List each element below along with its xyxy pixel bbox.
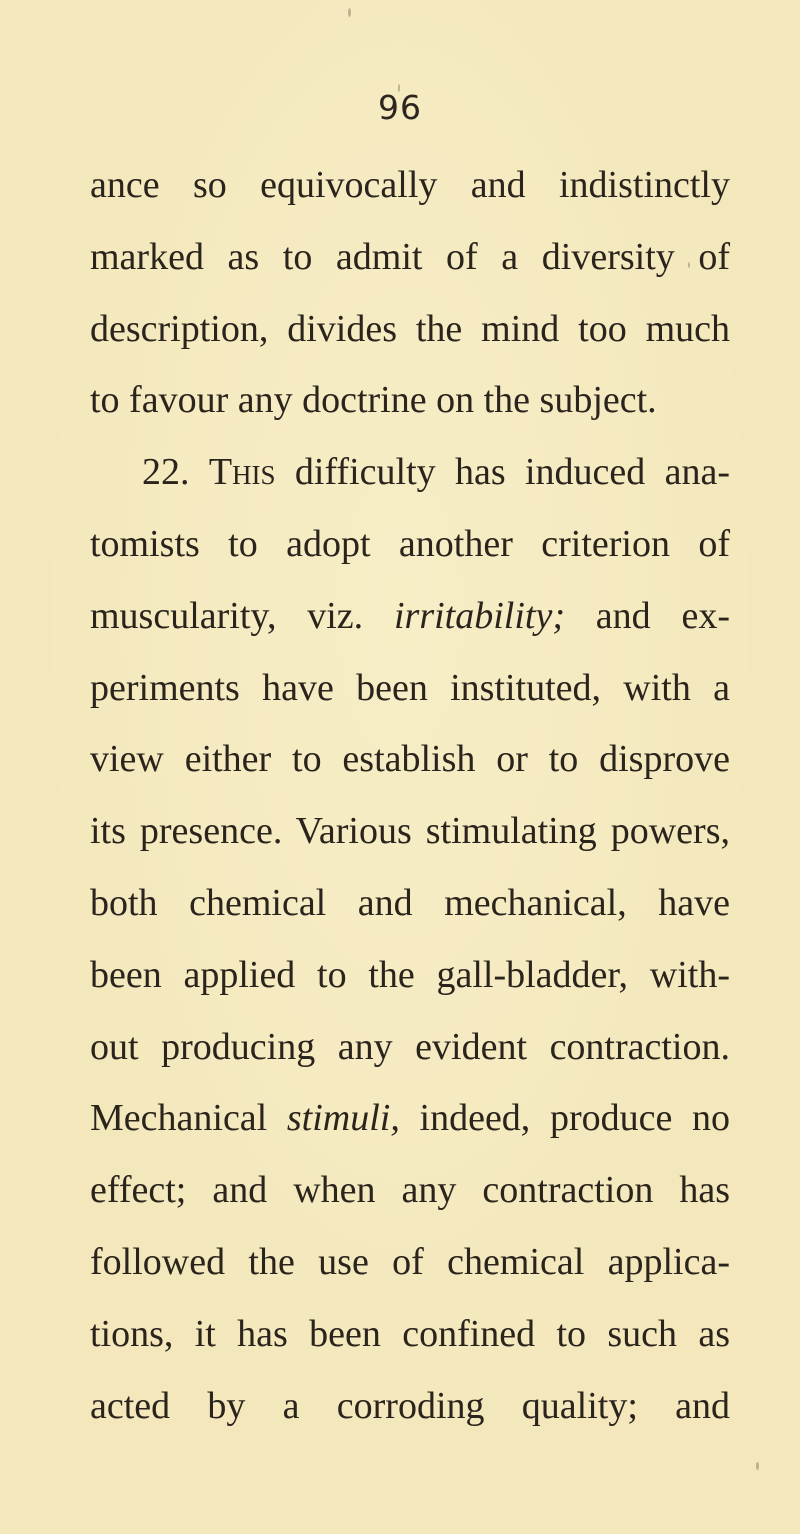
text-line-mixed <box>90 1083 730 1155</box>
text-line: tomists to adopt another criterion of <box>90 522 730 565</box>
text-segment: Mechanical <box>90 1097 268 1140</box>
text-line: its presence. Various stimulating powers, <box>90 810 730 853</box>
text-segment: and ex- <box>595 594 730 637</box>
text-line: both chemical and mechanical, have <box>90 881 730 924</box>
text-line: acted by a corroding quality; and <box>90 1384 730 1427</box>
italic-term: irritability; <box>393 594 565 637</box>
text-segment: difficulty has induced ana- <box>294 451 730 494</box>
paper-speck <box>756 1462 759 1470</box>
text-line: ance so equivocally and indistinctly <box>90 164 730 206</box>
text-line: tions, it has been confined to such as <box>90 1312 730 1355</box>
text-line: marked as to admit of a diversity of <box>90 235 730 278</box>
text-line-mixed <box>90 581 730 653</box>
text-segment: muscularity, viz. <box>90 594 364 637</box>
text-line: been applied to the gall-bladder, with- <box>90 953 730 996</box>
text-line: out producing any evident contraction. <box>90 1025 730 1068</box>
lead-word: This <box>208 451 276 494</box>
text-line: followed the use of chemical applica- <box>90 1240 730 1283</box>
text-line: description, divides the mind too much <box>90 307 730 350</box>
text-line: view either to establish or to disprove <box>90 738 730 781</box>
text-segment: indeed, produce no <box>419 1097 730 1140</box>
paper-speck <box>348 8 351 17</box>
text-line: periments have been instituted, with a <box>90 666 730 709</box>
text-line: effect; and when any contraction has <box>90 1169 730 1212</box>
paragraph-number: 22. <box>142 451 190 494</box>
paragraph-start-line <box>90 437 730 509</box>
text-line: to favour any doctrine on the subject. <box>90 379 657 422</box>
italic-term: stimuli, <box>286 1097 400 1140</box>
body-text <box>90 150 730 1442</box>
page-number: 96 <box>378 88 422 127</box>
